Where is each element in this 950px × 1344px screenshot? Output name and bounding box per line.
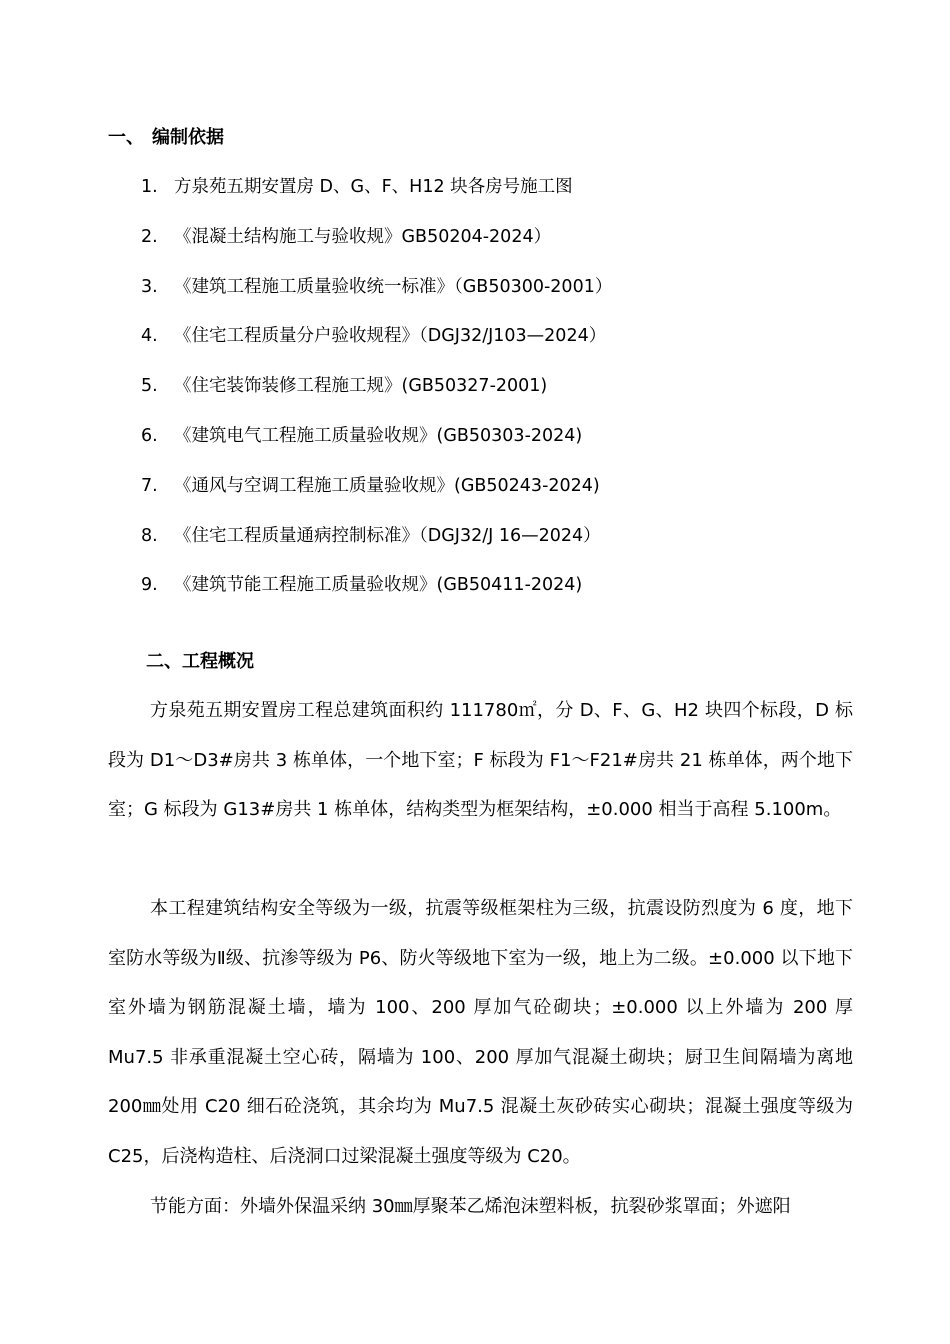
list-item (141, 573, 612, 623)
list-index: 4. (141, 326, 158, 347)
list-index: 3. (141, 276, 158, 297)
list-index: 1. (141, 177, 158, 197)
list-index: 7. (141, 475, 158, 496)
list-text: 《建筑节能工程施工质量验收规》(GB50411-2024) (174, 575, 583, 596)
list-item (141, 275, 612, 325)
list-index: 9. (141, 575, 158, 596)
list-text: 《建筑电气工程施工质量验收规》(GB50303-2024) (174, 425, 583, 446)
overview-paragraph-2: 本工程建筑结构安全等级为一级，抗震等级框架柱为三级，抗震设防烈度为 6 度，地下室防水等级为Ⅱ级、抗渗等级为 P6、防火等级地下室为一级，地上为二级。±0.000 以下地下室外墙为钢筋混凝土墙，墙为 100、200 厚加气砼砌块；±0.000 以上外墙为 200 厚 Mu7.5 非承重混凝土空心砖，隔墙为 100、200 厚加气混凝土砌块；厨卫生间隔墙为离地 200㎜处用 C20 细石砼浇筑，其余均为 Mu7.5 混凝土灰砂砖实心砌块；混凝土强度等级为 C25，后浇构造柱、后浇洞口过梁混凝土强度等级为 C20。 (108, 898, 853, 1167)
section-heading-basis (108, 126, 224, 150)
reference-list (141, 175, 612, 623)
list-text: 《住宅工程质量通病控制标准》（DGJ32/J 16—2024） (174, 525, 601, 546)
list-index: 8. (141, 525, 158, 546)
list-item (141, 175, 612, 225)
list-text: 《混凝土结构施工与验收规》GB50204-2024） (174, 226, 552, 247)
list-text: 《住宅装饰装修工程施工规》(GB50327-2001) (174, 376, 548, 397)
section-heading-overview: 二、工程概况 (146, 651, 254, 672)
list-index: 5. (141, 376, 158, 397)
list-item (141, 324, 612, 374)
list-text: 《住宅工程质量分户验收规程》（DGJ32/J103—2024） (174, 326, 607, 347)
list-index: 6. (141, 425, 158, 446)
list-text: 方泉苑五期安置房 D、G、F、H12 块各房号施工图 (174, 177, 573, 197)
overview-paragraph-1: 方泉苑五期安置房工程总建筑面积约 111780㎡，分 D、F、G、H2 块四个标段，D 标段为 D1～D3#房共 3 栋单体，一个地下室；F 标段为 F1～F21#房共 21 栋单体，两个地下室；G 标段为 G13#房共 1 栋单体，结构类型为框架结构，±0.000 相当于高程 5.100m。 (108, 700, 853, 820)
list-item (141, 474, 612, 524)
list-index: 2. (141, 226, 158, 247)
list-item (141, 225, 612, 275)
list-item (141, 424, 612, 474)
list-text: 《建筑工程施工质量验收统一标准》（GB50300-2001） (174, 276, 613, 297)
section-title: 编制依据 (152, 127, 224, 148)
section-number: 一、 (108, 127, 144, 148)
overview-paragraph-3: 节能方面：外墙外保温采纳 30㎜厚聚苯乙烯泡沫塑料板，抗裂砂浆罩面；外遮阳 (150, 1196, 791, 1217)
list-text: 《通风与空调工程施工质量验收规》(GB50243-2024) (174, 475, 600, 496)
list-item (141, 374, 612, 424)
list-item (141, 524, 612, 574)
